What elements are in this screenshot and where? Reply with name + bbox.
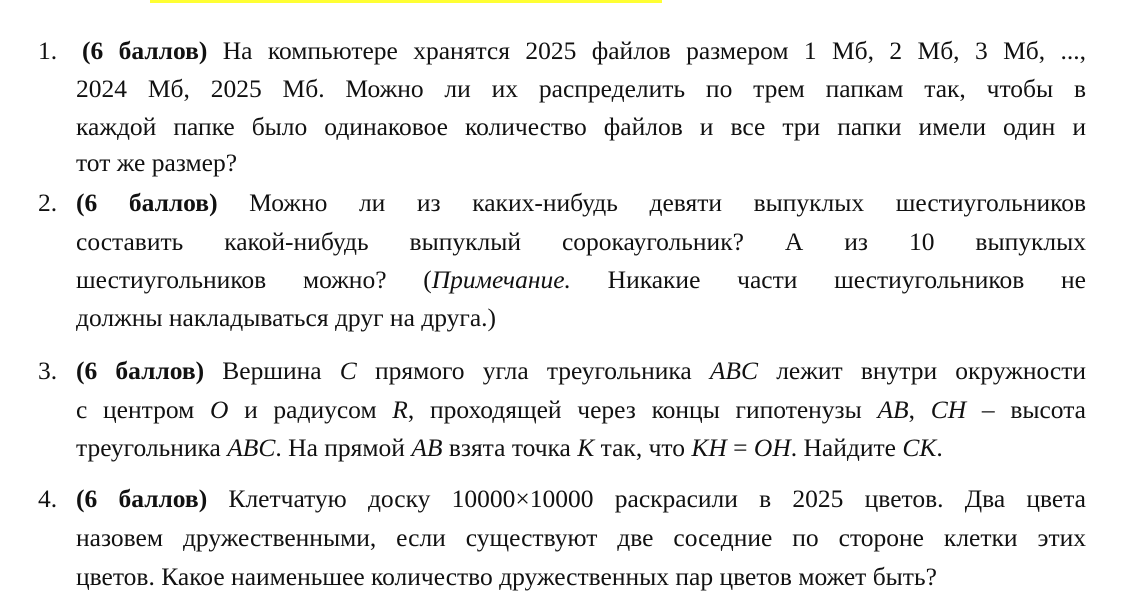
text-segment: AB [877,395,909,424]
text-segment: На компьютере хранятся 2025 файлов размером 1 Мб, 2 Мб, 3 Мб, ..., [207,36,1086,65]
text-segment: CH [930,395,967,424]
text-segment: – высота [966,395,1086,424]
text-segment: назовем дружественными, если существуют две соседние по стороне клетки этих [76,523,1086,552]
text-segment: , [908,395,931,424]
text-segment: . [936,433,943,462]
text-segment: . На прямой [275,433,412,462]
text-segment: C [339,356,357,385]
problem-number: 3. [38,356,58,385]
text-line [76,299,1086,336]
text-segment: K [577,433,595,462]
text-segment: взята точка [442,433,578,462]
points-label: (6 баллов) [76,356,205,385]
text-line [76,108,1086,145]
points-label: (6 баллов) [76,188,218,217]
text-segment: с центром [76,395,210,424]
text-line [82,32,1086,69]
text-segment: , проходящей через концы гипотенузы [407,395,878,424]
text-line [76,144,1086,181]
text-line [76,429,1086,466]
points-label: (6 баллов) [82,36,208,65]
text-segment: Никакие части шестиугольников не [570,265,1087,294]
text-line [76,352,1086,389]
text-segment: Вершина [204,356,340,385]
text-segment: . Найдите [790,433,903,462]
text-segment: Клетчатую доску 10000×10000 раскрасили в 2025 цветов. Два цвета [207,484,1086,513]
text-segment: KH [691,433,727,462]
text-segment: 2024 Мб, 2025 Мб. Можно ли их распределить по трем папкам так, чтобы в [76,74,1086,103]
text-segment: Примечание. [431,265,571,294]
text-segment: и радиусом [228,395,393,424]
text-line [76,519,1086,556]
text-segment: тот же размер? [76,148,238,177]
text-segment: AB [411,433,443,462]
text-line [76,184,1086,221]
problem-number: 2. [38,188,58,217]
points-label: (6 баллов) [76,484,208,513]
problem-number: 1. [38,36,58,65]
highlight-strip [150,0,662,3]
text-segment: Можно ли из каких-нибудь девяти выпуклых шестиугольников [217,188,1086,217]
text-segment: лежит внутри окружности [758,356,1086,385]
text-segment: R [392,395,408,424]
text-line [76,558,1086,595]
text-segment: должны накладываться друг на друга.) [76,303,497,332]
text-line [76,223,1086,260]
text-segment: CK [902,433,937,462]
text-segment: ABC [709,356,759,385]
text-segment: O [209,395,229,424]
text-line [76,391,1086,428]
text-line [76,480,1086,517]
text-segment: OH [753,433,791,462]
text-segment: треугольника [76,433,228,462]
text-segment: так, что [594,433,692,462]
text-segment: ABC [227,433,276,462]
text-segment: составить какой-нибудь выпуклый сорокаугольник? А из 10 выпуклых [76,227,1086,256]
problem-number: 4. [38,484,58,513]
text-segment: = [726,433,754,462]
text-segment: прямого угла треугольника [356,356,710,385]
text-segment: цветов. Какое наименьшее количество дружественных пар цветов может быть? [76,562,937,591]
text-segment: шестиугольников можно? ( [76,265,432,294]
text-line [76,261,1086,298]
text-segment: каждой папке было одинаковое количество файлов и все три папки имели один и [76,112,1086,141]
text-line [76,70,1086,107]
